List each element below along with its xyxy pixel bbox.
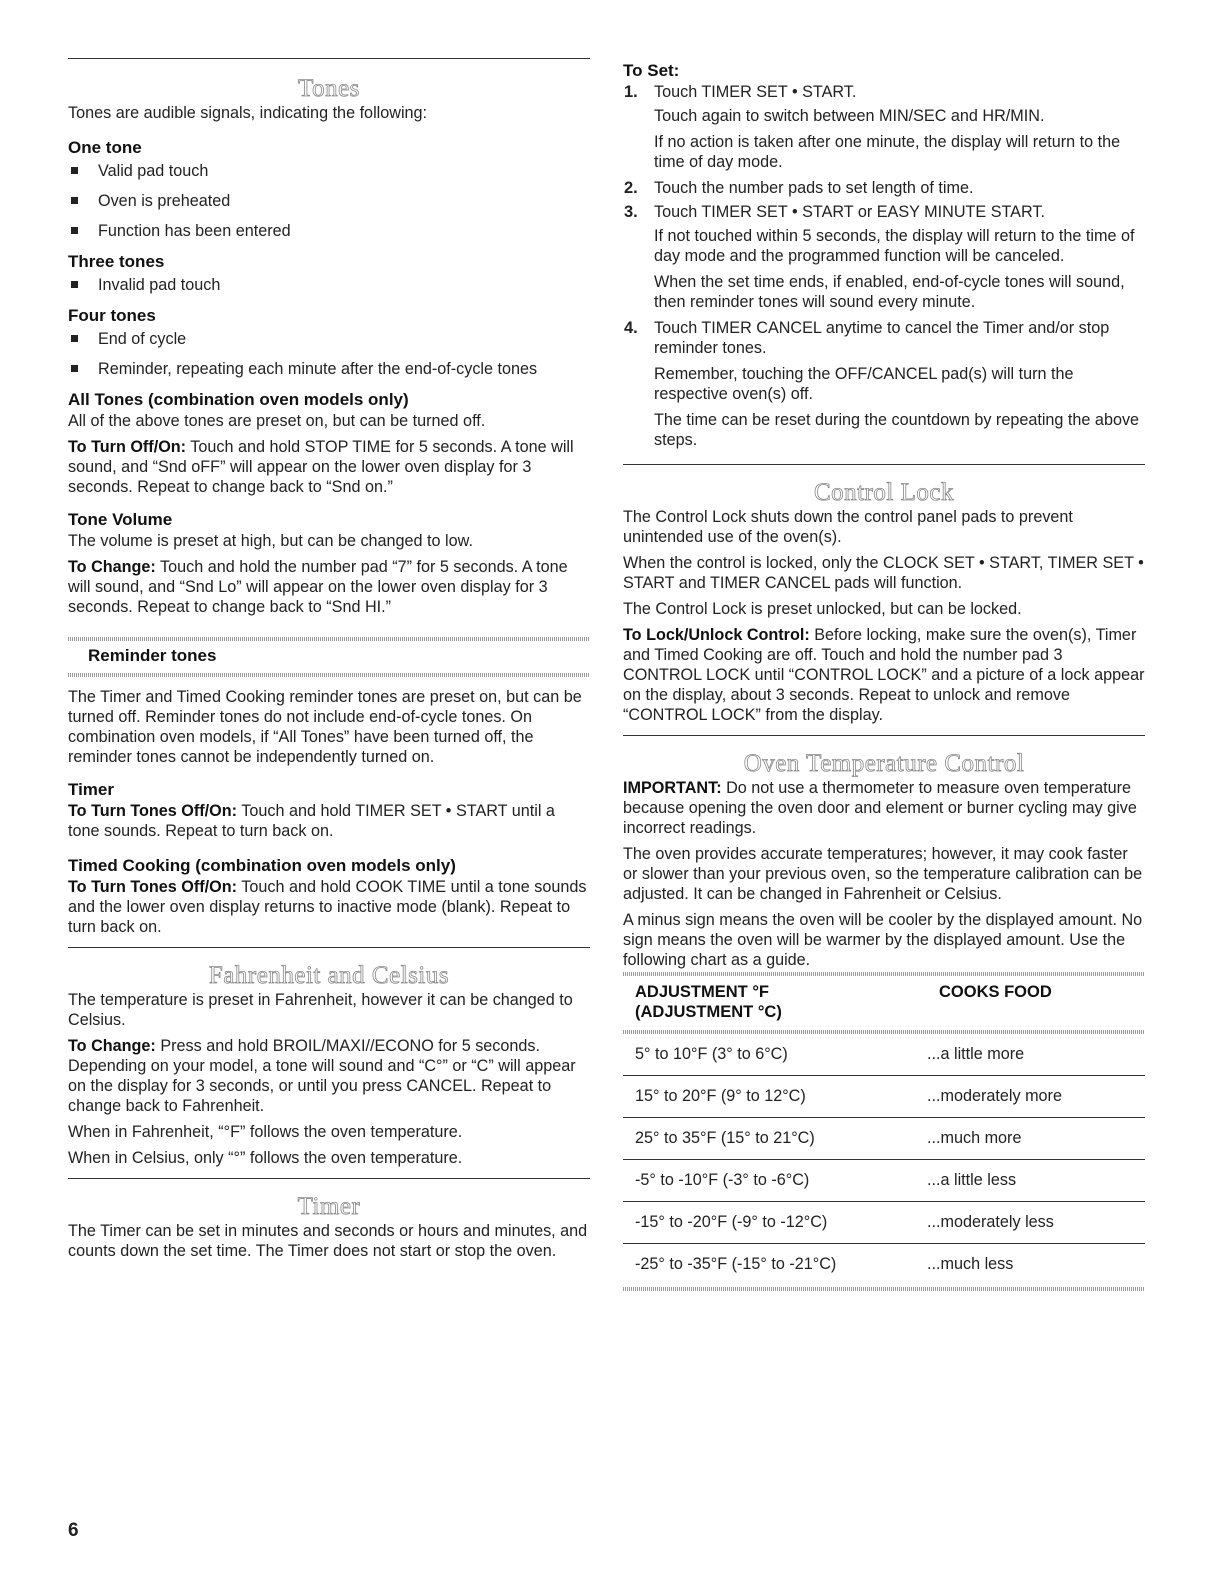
fahrenheit-intro: The temperature is preset in Fahrenheit, however it can be changed to Celsius. xyxy=(68,991,573,1029)
list-item: Oven is preheated xyxy=(68,191,590,211)
list-item: Reminder, repeating each minute after the end-of-cycle tones xyxy=(68,359,590,379)
section-divider xyxy=(68,1178,590,1179)
section-divider xyxy=(623,735,1145,736)
hatched-divider xyxy=(623,1287,1145,1291)
timed-cooking-heading: Timed Cooking (combination oven models only) xyxy=(68,856,456,875)
all-tones-text: All of the above tones are preset on, but can be turned off. xyxy=(68,412,486,430)
section-divider xyxy=(68,947,590,948)
table-row: -5° to -10°F (-3° to -6°C) ...a little less xyxy=(623,1160,1145,1202)
to-set-heading: To Set: xyxy=(623,61,680,80)
hatched-divider xyxy=(68,637,590,641)
page-number: 6 xyxy=(68,1520,79,1541)
left-column xyxy=(68,58,590,1261)
three-tones-list xyxy=(68,275,590,295)
oven-temp-important: IMPORTANT: Do not use a thermometer to measure oven temperature because opening the oven door and element or burner cycling may give incorrect readings. xyxy=(623,779,1137,837)
celsius-line: When in Celsius, only “°” follows the oven temperature. xyxy=(68,1149,463,1167)
column-header: ADJUSTMENT °F (ADJUSTMENT °C) xyxy=(635,983,782,1021)
control-lock-instructions: To Lock/Unlock Control: Before locking, make sure the oven(s), Timer and Timed Cooking are off. Touch and hold the number pad 3 CONTROL LOCK until “CONTROL LOCK” and a picture of a lock appear on the display, about 3 seconds. Repeat to unlock and remove “CONTROL LOCK” from the display. xyxy=(623,626,1145,724)
table-row: -25° to -35°F (-15° to -21°C) ...much less xyxy=(623,1244,1145,1286)
step-item: 2. Touch the number pads to set length of time. xyxy=(624,179,974,197)
table-row: 25° to 35°F (15° to 21°C) ...much more xyxy=(623,1118,1145,1160)
oven-temp-p3: A minus sign means the oven will be cooler by the displayed amount. No sign means the oven will be warmer by the displayed amount. Use the following chart as a guide. xyxy=(623,911,1143,969)
fahrenheit-instructions: To Change: Press and hold BROIL/MAXI//ECONO for 5 seconds. Depending on your model, a tone will sound and “C°” or “C” will appear on the display for 3 seconds, or until you press CANCEL. Repeat to change back to Fahrenheit. xyxy=(68,1037,576,1115)
list-item: End of cycle xyxy=(68,329,590,349)
list-item: Function has been entered xyxy=(68,221,590,241)
column-header: COOKS FOOD xyxy=(939,983,1052,1001)
table-header-row xyxy=(623,976,1145,1030)
step-item: 3. Touch TIMER SET • START or EASY MINUTE START. If not touched within 5 seconds, the display will return to the time of day mode and the programmed function will be canceled. When the set time ends, if enabled, end-of-cycle tones will sound, then reminder tones will sound every minute. xyxy=(624,203,1135,311)
timer-title: Timer xyxy=(297,1193,361,1220)
adjustment-table-body xyxy=(623,1034,1145,1285)
timer-tones-text: To Turn Tones Off/On: Touch and hold TIMER SET • START until a tone sounds. Repeat to turn back on. xyxy=(68,802,555,840)
four-tones-list xyxy=(68,329,590,379)
tones-intro: Tones are audible signals, indicating the following: xyxy=(68,104,428,122)
list-item: Valid pad touch xyxy=(68,161,590,181)
one-tone-list xyxy=(68,161,590,241)
fahrenheit-title: Fahrenheit and Celsius xyxy=(208,962,450,989)
three-tones-heading: Three tones xyxy=(68,252,165,271)
step-item: 1. Touch TIMER SET • START. Touch again to switch between MIN/SEC and HR/MIN. If no action is taken after one minute, the display will return to the time of day mode. xyxy=(624,83,1121,171)
control-lock-p2: When the control is locked, only the CLOCK SET • START, TIMER SET • START and TIMER CANCEL pads will function. xyxy=(623,554,1144,592)
adjustment-table xyxy=(623,976,1145,1030)
step-item: 4. Touch TIMER CANCEL anytime to cancel the Timer and/or stop reminder tones. Remember, touching the OFF/CANCEL pad(s) will turn the respective oven(s) off. The time can be reset during the countdown by repeating the above steps. xyxy=(624,319,1140,449)
table-row: 15° to 20°F (9° to 12°C) ...moderately more xyxy=(623,1076,1145,1118)
oven-temp-p2: The oven provides accurate temperatures; however, it may cook faster or slower than your previous oven, so the temperature calibration can be adjusted. It can be changed in Fahrenheit or Celsius. xyxy=(623,845,1143,903)
timed-cooking-text: To Turn Tones Off/On: Touch and hold COOK TIME until a tone sounds and the lower oven display returns to inactive mode (blank). Repeat to turn back on. xyxy=(68,878,587,936)
control-lock-p3: The Control Lock is preset unlocked, but can be locked. xyxy=(623,600,1022,618)
tone-volume-instructions: To Change: Touch and hold the number pad “7” for 5 seconds. A tone will sound, and “Snd Lo” will appear on the lower oven display for 3 seconds. Repeat to change back to “Snd HI.” xyxy=(68,558,568,616)
one-tone-heading: One tone xyxy=(68,138,142,157)
reminder-heading: Reminder tones xyxy=(88,646,217,665)
all-tones-heading: All Tones (combination oven models only) xyxy=(68,390,409,409)
hatched-divider xyxy=(68,673,590,677)
section-divider xyxy=(623,464,1145,465)
timer-intro: The Timer can be set in minutes and seconds or hours and minutes, and counts down the set time. The Timer does not start or stop the oven. xyxy=(68,1222,588,1260)
to-set-steps xyxy=(623,82,1145,450)
four-tones-heading: Four tones xyxy=(68,306,156,325)
control-lock-title: Control Lock xyxy=(813,479,954,506)
reminder-text: The Timer and Timed Cooking reminder tones are preset on, but can be turned off. Reminder tones do not include end-of-cycle tones. On combination oven models, if “All Tones” have been turned off, the reminder tones cannot be independently turned on. xyxy=(68,688,582,766)
all-tones-instructions: To Turn Off/On: Touch and hold STOP TIME for 5 seconds. A tone will sound, and “Snd oFF” will appear on the lower oven display for 3 seconds. Repeat to change back to “Snd on.” xyxy=(68,438,574,496)
right-column xyxy=(623,60,1145,1291)
table-row: -15° to -20°F (-9° to -12°C) ...moderately less xyxy=(623,1202,1145,1244)
tone-volume-text: The volume is preset at high, but can be changed to low. xyxy=(68,532,473,550)
list-item: Invalid pad touch xyxy=(68,275,590,295)
tones-title: Tones xyxy=(298,75,360,102)
section-divider xyxy=(68,58,590,59)
timer-tones-heading: Timer xyxy=(68,780,114,799)
table-row: 5° to 10°F (3° to 6°C) ...a little more xyxy=(635,1045,1025,1063)
oven-temp-title: Oven Temperature Control xyxy=(743,750,1025,777)
control-lock-p1: The Control Lock shuts down the control panel pads to prevent unintended use of the oven(s). xyxy=(623,508,1073,546)
tone-volume-heading: Tone Volume xyxy=(68,510,173,529)
fahrenheit-line: When in Fahrenheit, “°F” follows the oven temperature. xyxy=(68,1123,463,1141)
